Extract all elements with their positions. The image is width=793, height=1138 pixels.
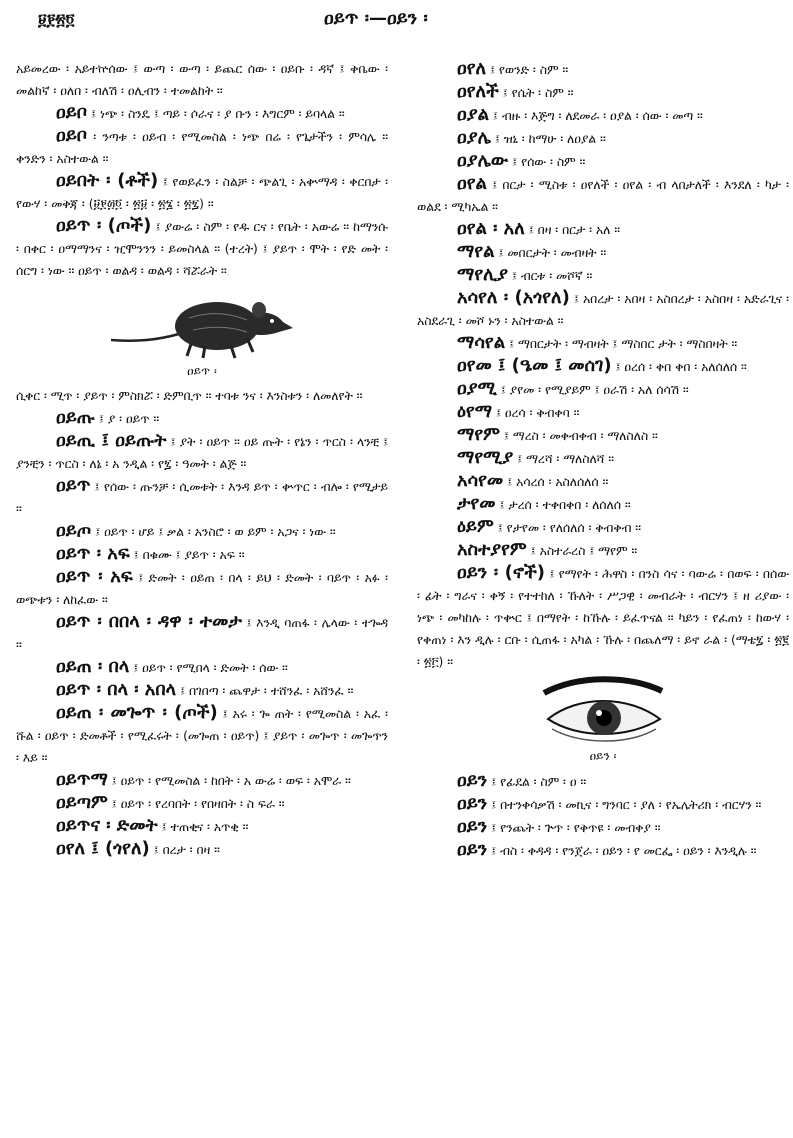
dictionary-entry (16, 125, 388, 170)
dictionary-entry (417, 241, 789, 264)
dictionary-entry (417, 127, 789, 150)
entry-headword: ታየመ (457, 493, 496, 514)
entry-definition: ፤ ዝኒ ፡ ከማሁ ፡ ለዐያል ። (494, 132, 606, 146)
entry-definition: ፤ ብስ ፡ ቀዳዳ ፡ የንጀራ ፡ ዐይን ፡ የ መርፌ ፡ ዐይን ፡ እንዲሉ ። (491, 844, 757, 858)
right-entries-top (417, 58, 789, 673)
left-entries-bottom (16, 385, 388, 861)
entry-definition: ፤ ታረሰ ፡ ተቀበቀበ ፡ ለሰለሰ ። (499, 498, 631, 512)
entry-definition: ፤ አሳረሰ ፡ አስለሰለሰ ። (507, 475, 609, 489)
page-header (0, 0, 793, 40)
running-head: ዐይጥ ፡—ዐይን ፡ (324, 8, 428, 29)
dictionary-entry (16, 566, 388, 611)
entry-definition: ፤ በቁሙ ፤ ያይጥ ፡ አፍ ። (133, 548, 245, 562)
entry-headword: ዐይጥ ፡ (ጦች) (56, 215, 152, 236)
entry-definition: ፤ ዐይጥ ፡ ሆይ ፤ ቃል ፡ አንስሮ ፡ ወ ይም ፡ አጋና ፡ ነው ። (95, 525, 336, 539)
entry-headword: ማሳየል (457, 332, 506, 353)
entry-definition: ፤ ያት ፡ ዐይጥ ። ዐይ ጡት ፡ የኔን ፡ ጥርስ ፡ ላንቺ ፤ ያንቺን ፡ ጥርስ ፡ ለኔ ፡ አ ንዲል ፡ የ፯ ፡ ዓመት ፡ ልጅ ። (16, 435, 388, 471)
entry-definition: ፤ ዐይጥ ፡ የሚመስል ፡ ከበት ፡ አ ውሬ ፡ ወፍ ፡ አሞራ ። (111, 774, 351, 788)
eye-caption: ዐይን ፡ (589, 749, 617, 763)
entry-definition: ፤ ያውሬ ፡ ስም ፡ የዱ ርና ፡ የቤት ፡ አውሬ ። ከማንሱ ፡ በቀር ፡ ዐማማንና ፡ ዢሞንንን ፡ ይመስላል ። (ተረት) ፤ ያይጥ ፡ ሞት ፡ የድ መት ፡ ሰርግ ፡ ነው ። ዐይጥ ፡ ወልዳ ፡ ወልዳ ፡ ሻሯራት ። (16, 220, 388, 278)
dictionary-entry (417, 424, 789, 447)
eye-figure (417, 673, 789, 764)
entry-headword: ዐይን ፡ (ኖች) (457, 562, 546, 583)
dictionary-entry (417, 58, 789, 81)
dictionary-entry (417, 81, 789, 104)
entry-headword: ዐይጥና ፡ ድመት (56, 815, 158, 836)
dictionary-entry (417, 562, 789, 673)
entry-headword: ዐይቦ (56, 102, 88, 123)
dictionary-entry (417, 516, 789, 539)
entry-definition: ፤ የንጨት ፡ ጕጥ ፡ የቅጥዩ ፡ መብቀያ ። (491, 821, 661, 835)
entry-headword: ዐይጥ (56, 475, 91, 496)
dictionary-entry (16, 215, 388, 282)
entry-definition: ፤ የሰው ፡ ስም ። (512, 155, 586, 169)
entry-headword: ዐየመ ፤ (ዔመ ፤ መሰገ) (457, 355, 612, 376)
entry-definition: ፤ የወንድ ፡ ስም ። (489, 63, 569, 77)
eye-illustration-icon (538, 673, 668, 747)
right-column (417, 58, 789, 1133)
entry-definition: ፤ ያ ፡ ዐይጥ ። (98, 412, 160, 426)
dictionary-entry (417, 816, 789, 839)
entry-headword: ዐያሌው (457, 150, 509, 171)
entry-headword: ዐይጥማ (56, 769, 108, 790)
entry-headword: ዐይጥ ፡ በላ ፡ አበላ (56, 679, 177, 700)
entry-definition: ሲቀር ፡ ሚጥ ፡ ያይጥ ፡ ምስክሯ ፡ ድምቢጥ ። ተባቱ ንና ፡ እንስቱን ፡ ለመለየት ። (16, 389, 363, 403)
dictionary-entry (16, 102, 388, 125)
dictionary-entry (417, 104, 789, 127)
entry-definition: ፤ መበርታት ፡ መብዛት ። (498, 246, 607, 260)
dictionary-entry (417, 287, 789, 332)
entry-definition: ፡ ንጣቱ ፡ ዐይብ ፡ የሚመስል ፡ ነጭ በሬ ፡ የጌታችን ፡ ምሳሌ ። ቀንድን ፡ አስተውል ። (16, 130, 388, 166)
entry-headword: ዐይቦ (56, 125, 88, 146)
entry-headword: ዐይን (457, 793, 488, 814)
left-column (16, 58, 388, 1133)
entry-definition: ፤ የማየት ፡ ሕዋስ ፡ በንስ ሳና ፡ ባውሬ ፡ በወፍ ፡ በሰው ፡ ፊት ፡ ግራና ፡ ቀኝ ፡ የተተከለ ፡ ኹለት ፡ ሥጋዊ ፡ መብራት ፡ ብርሃን ፤ ዘ ሪያው ፡ ነጭ ፡ መካከሉ ፡ ጥቍር ፤ በማየት ፡ ከኹሉ ፡ ይፈጥናል ። ካይን ፡ የፈጠነ ፡ ከውሃ ፡ የቀጠነ ፡ እን ዲሉ ፡ ርቡ ፡ ሲጠፋ ፡ አካል ፡ ኹሉ ፡ በጨለማ ፡ ይኖ ራል ፡ (ማቴ፯ ፡ ፳፪ ፡ ፳፫) ። (417, 567, 789, 669)
entry-headword: ዐይጠ ፡ መጐጥ ፡ (ጦች) (56, 702, 218, 723)
entry-headword: አስተያየም (457, 539, 527, 560)
entry-definition: ፤ በረታ ፡ በዛ ። (153, 843, 220, 857)
dictionary-entry (16, 543, 388, 566)
entry-headword: ዐይን (457, 770, 488, 791)
entry-definition: ፤ የሴት ፡ ስም ። (502, 86, 574, 100)
entry-definition: ፤ በገበጣ ፡ ጨዋታ ፡ ተሸንፈ ፡ አሸንፈ ። (180, 684, 354, 698)
entry-headword: ማየል (457, 241, 495, 262)
entry-headword: ዐየል ፡ አለ (457, 218, 525, 239)
entry-definition: ፤ አበረታ ፡ አበዛ ፡ አስበረታ ፡ አስበዛ ፡ አድራጊና ፡ አስደራጊ ፡ መሾ ኑን ፡ አስተውል ። (417, 292, 789, 328)
dictionary-entry (417, 401, 789, 424)
rat-figure (16, 282, 388, 379)
dictionary-entry (16, 792, 388, 815)
entry-headword: ዐይጥ ፡ አፍ (56, 543, 130, 564)
entry-headword: ማየሚያ (457, 447, 514, 468)
entry-headword: ዕየማ (457, 401, 493, 422)
dictionary-entry (16, 815, 388, 838)
dictionary-entry (16, 430, 388, 475)
dictionary-entry (417, 470, 789, 493)
dictionary-entry (16, 656, 388, 679)
entry-headword: ዐይበት ፡ (ቶች) (56, 170, 159, 191)
entry-headword: ዐያል (457, 104, 489, 125)
entry-definition: ፤ ማረሻ ፡ ማለስለሻ ። (517, 452, 614, 466)
right-entries-bottom (417, 770, 789, 862)
entry-definition: ፤ ዐይጥ ፡ የረባበት ፡ የበዛበት ፡ ስ ፍራ ። (111, 797, 285, 811)
entry-headword: ዐይን (457, 839, 488, 860)
rat-illustration-icon (107, 282, 297, 362)
entry-headword: ዐይጦ (56, 520, 92, 541)
dictionary-entry (417, 218, 789, 241)
dictionary-entry (417, 493, 789, 516)
dictionary-entry (16, 385, 388, 407)
entry-headword: ዐይጠ ፡ በላ (56, 656, 130, 677)
page-number: ፱፻፳፬ (38, 10, 75, 29)
entry-headword: ዐይጥ ፡ አፍ (56, 566, 133, 587)
entry-definition: ፤ ዐረሳ ፡ ቅብቀባ ። (495, 406, 580, 420)
rat-caption: ዐይጥ ፡ (187, 364, 217, 378)
entry-headword: ዐያሚ (457, 378, 497, 399)
entry-definition: ፤ ዐረሰ ፡ ቀበ ቀበ ፡ አለሰለሰ ። (615, 360, 747, 374)
dictionary-entry (16, 58, 388, 102)
dictionary-entry (16, 170, 388, 215)
entry-definition: ፤ ድመት ፡ ዐይጠ ፡ በላ ፡ ይህ ፡ ድመት ፡ ባይጥ ፡ አፉ ፡ ወጭቱን ፡ ለከፈው ። (16, 571, 388, 607)
entry-headword: ዐይን (457, 816, 488, 837)
dictionary-entry (417, 355, 789, 378)
entry-definition: ፤ ብርቱ ፡ መሾኛ ። (511, 269, 593, 283)
dictionary-entry (16, 475, 388, 520)
entry-headword: ዐይጣም (56, 792, 108, 813)
dictionary-entry (16, 679, 388, 702)
entry-headword: ዐይጢ ፤ ዐይጡት (56, 430, 167, 451)
dictionary-entry (16, 838, 388, 861)
entry-definition: ፤ ብዙ ፡ እጅግ ፡ ለደመራ ፡ ዐያል ፡ ሰው ፡ መጣ ። (492, 109, 703, 123)
entry-definition: ፤ ማበርታት ፡ ማብዛት ፤ ማስበር ታት ፡ ማስበዛት ። (509, 337, 738, 351)
dictionary-entry (16, 611, 388, 656)
dictionary-entry (16, 702, 388, 769)
entry-headword: ዐየለ (457, 58, 487, 79)
left-entries-top (16, 58, 388, 282)
entry-headword: ዐይጡ (56, 407, 95, 428)
entry-headword: ዕይም (457, 516, 494, 537)
entry-headword: ዐየለ ፤ (ጎየለ) (56, 838, 150, 859)
dictionary-entry (417, 447, 789, 470)
entry-definition: ፤ የወይፈን ፡ ስልቻ ፡ ጭልጊ ፡ አቍማዳ ፡ ቀርበታ ፡ የውሃ ፡ መቅጃ ፡ (፱፻፴፬ ፡ ፳፱ ፡ ፳፮ ፡ ፳፯) ። (16, 175, 388, 211)
entry-headword: ዐየል (457, 173, 487, 194)
entry-definition: ፤ እንዲ ባጠፋ ፡ ሌላው ፡ ተጐዳ ። (16, 616, 388, 652)
entry-definition: ፤ ተጠቂና ፡ አጥቂ ። (161, 820, 249, 834)
entry-headword: ዐይጥ ፡ በበላ ፡ ዳዋ ፡ ተመታ (56, 611, 242, 632)
dictionary-entry (417, 839, 789, 862)
entry-definition: ፤ ነጭ ፡ ስንዴ ፤ ጣይ ፡ ሶራና ፡ ያ ቡን ፡ እግርም ፡ ይባላል ። (91, 107, 345, 121)
entry-definition: ፤ የሰው ፡ ጡንቻ ፡ ሲመቱት ፡ እንዳ ይጥ ፡ ቍጥር ፡ ብሎ ፡ የሚታይ ። (16, 480, 388, 516)
dictionary-entry (16, 520, 388, 543)
dictionary-entry (417, 264, 789, 287)
dictionary-entry (417, 150, 789, 173)
dictionary-entry (417, 793, 789, 816)
entry-definition: ፤ ያየመ ፡ የሚያይም ፤ ዐራሽ ፡ አለ ሰሳሽ ። (500, 383, 689, 397)
dictionary-entry (417, 378, 789, 401)
dictionary-entry (417, 332, 789, 355)
dictionary-entry (417, 539, 789, 562)
dictionary-entry (417, 173, 789, 218)
dictionary-entry (16, 407, 388, 430)
entry-headword: ዐየለች (457, 81, 499, 102)
entry-headword: አሳየመ (457, 470, 504, 491)
entry-definition: ፤ በርታ ፡ ሚስቱ ፡ ዐየለች ፡ ዐየል ፡ ብ ላበታለች ፡ እንደለ ፡ ካታ ፡ ወልደ ፡ ሚካኤል ። (417, 178, 789, 214)
entry-headword: ዐያሌ (457, 127, 491, 148)
dictionary-entry (417, 770, 789, 793)
entry-definition: አይመረው ፡ አይተኵሰው ፤ ውጣ ፡ ውጣ ፡ ይጨር ሰው ፡ ዐይቡ ፡ ዳኛ ፤ ቅቤው ፡ መልከኛ ፡ ዐለበ ፡ ብለሽ ፡ ዐሊብን ፡ ተመልከት ። (16, 62, 388, 98)
entry-definition: ፤ በተንቀሳቃሽ ፡ መኪና ፡ ግንባር ፡ ያለ ፡ የኤሌትሪክ ፡ ብርሃን ። (491, 798, 762, 812)
entry-definition: ፤ አሩ ፡ ጐ ጠት ፡ የሚመስል ፡ አፈ ፡ ሹል ፡ ዐይጥ ፡ ድመቶች ፡ የሚፈሩት ፡ (መጐጠ ፡ ዐይጥ) ፤ ያይጥ ፡ መጐጥ ፡ መጐጥን ፡ እይ ። (16, 707, 388, 765)
dictionary-entry (16, 769, 388, 792)
entry-headword: አሳየለ ፡ (አጎየለ) (457, 287, 570, 308)
entry-definition: ፤ አስተራረስ ፤ ማየም ። (530, 544, 638, 558)
entry-headword: ማየሊያ (457, 264, 508, 285)
entry-definition: ፤ የፊደል ፡ ስም ፡ ዐ ። (491, 775, 587, 789)
entry-definition: ፤ በዛ ፡ በርታ ፡ አለ ። (528, 223, 620, 237)
entry-definition: ፤ ዐይጥ ፡ የሚበላ ፡ ድመት ፡ ሰው ። (133, 661, 288, 675)
entry-definition: ፤ የታየመ ፡ የለሰለሰ ፡ ቅብቅብ ። (497, 521, 641, 535)
entry-headword: ማየም (457, 424, 500, 445)
entry-definition: ፤ ማረስ ፡ መቀብቀብ ፡ ማለስለስ ። (503, 429, 658, 443)
